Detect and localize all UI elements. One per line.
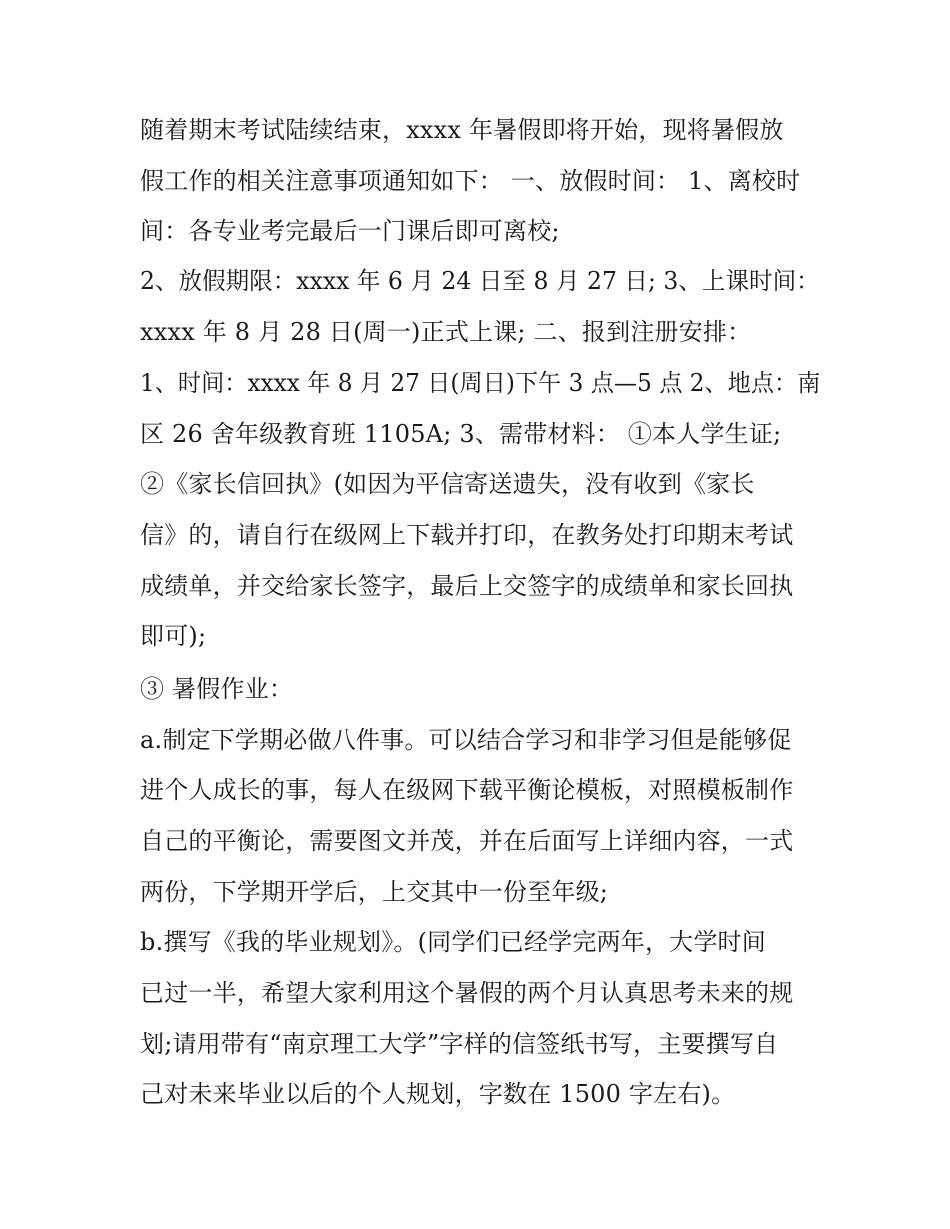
text-line: 即可); xyxy=(140,622,207,650)
text-line: 己对未来毕业以后的个人规划，字数在 1500 字左右)。 xyxy=(140,1080,736,1108)
text-line: 2、放假期限：xxxx 年 6 月 24 日至 8 月 27 日; 3、上课时间： xyxy=(140,267,820,295)
text-line: ③ 暑假作业： xyxy=(140,675,294,703)
text-line: 两份，下学期开学后，上交其中一份至年级; xyxy=(140,878,609,906)
text-line: a.制定下学期必做八件事。可以结合学习和非学习但是能够促 xyxy=(140,726,792,754)
text-line: b.撰写《我的毕业规划》。(同学们已经学完两年，大学时间 xyxy=(140,928,766,956)
text-line: xxxx 年 8 月 28 日(周一)正式上课; 二、报到注册安排： xyxy=(140,318,752,346)
text-line: 信》的，请自行在级网上下载并打印，在教务处打印期末考试 xyxy=(140,521,794,549)
text-line: 成绩单，并交给家长签字，最后上交签字的成绩单和家长回执 xyxy=(140,572,794,600)
text-line: ②《家长信回执》(如因为平信寄送遗失，没有收到《家长 xyxy=(140,470,755,498)
text-line: 进个人成长的事，每人在级网下载平衡论模板，对照模板制作 xyxy=(140,776,794,804)
text-line: 区 26 舍年级教育班 1105A; 3、需带材料： ①本人学生证; xyxy=(140,420,782,448)
text-line: 已过一半，希望大家利用这个暑假的两个月认真思考未来的规 xyxy=(140,979,794,1007)
text-line: 随着期末考试陆续结束，xxxx 年暑假即将开始，现将暑假放 xyxy=(140,116,784,144)
text-line: 划;请用带有“南京理工大学”字样的信签纸书写，主要撰写自 xyxy=(140,1030,779,1058)
text-line: 假工作的相关注意事项通知如下： 一、放假时间： 1、离校时 xyxy=(140,167,801,195)
text-line: 间：各专业考完最后一门课后即可离校; xyxy=(140,217,560,245)
text-line: 1、时间：xxxx 年 8 月 27 日(周日)下午 3 点—5 点 2、地点：南 xyxy=(140,369,821,397)
text-line: 自己的平衡论，需要图文并茂，并在后面写上详细内容，一式 xyxy=(140,827,794,855)
